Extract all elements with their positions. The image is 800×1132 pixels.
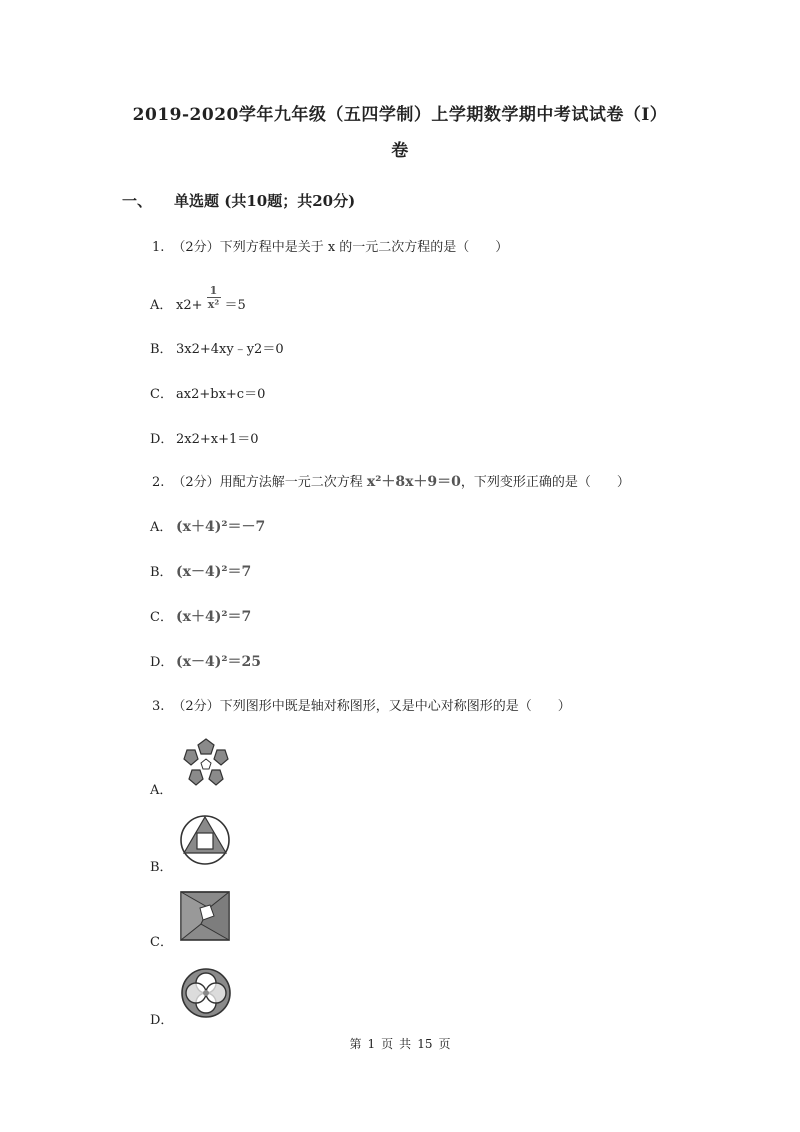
q2-option-c[interactable] <box>150 606 251 626</box>
question-points: （2分） <box>172 475 220 490</box>
q3-option-d[interactable] <box>150 1009 176 1028</box>
five-pentagons-icon <box>178 737 234 791</box>
section-heading <box>122 190 355 211</box>
option-label: D． <box>150 432 174 447</box>
q3-option-c[interactable] <box>150 931 176 950</box>
option-text: 3x2+4xy﹣y2＝0 <box>176 342 284 357</box>
option-equation: (x－4)²＝25 <box>176 654 261 670</box>
q1-option-d[interactable] <box>150 428 259 447</box>
circle-triangle-square-icon <box>178 813 232 867</box>
question-stem: 下列图形中既是轴对称图形，又是中心对称图形的是（ ） <box>219 699 571 714</box>
q3-option-b[interactable] <box>150 856 176 875</box>
q1-option-c[interactable] <box>150 383 265 402</box>
document-title: 2019-2020学年九年级（五四学制）上学期数学期中考试试卷（I） <box>132 105 668 125</box>
option-label: A． <box>150 783 173 798</box>
option-label: B． <box>150 342 173 357</box>
option-equation: (x＋4)²＝－7 <box>176 519 266 535</box>
fraction-denominator: x² <box>207 298 220 311</box>
option-label: C． <box>150 610 173 625</box>
option-text: x2+ <box>176 298 203 313</box>
option-equation: (x＋4)²＝7 <box>176 609 252 625</box>
section-number: 一、 <box>122 192 153 210</box>
option-label: A． <box>150 298 173 313</box>
footer-page-word: 页 <box>381 1037 394 1051</box>
square-pinwheel-icon <box>179 890 231 942</box>
q2-option-a[interactable] <box>150 516 265 536</box>
option-label: B． <box>150 565 173 580</box>
q3-option-a[interactable] <box>150 779 176 798</box>
option-text: 2x2+x+1＝0 <box>176 432 259 447</box>
question-stem: 用配方法解一元二次方程 <box>219 475 363 490</box>
question-points: （2分） <box>172 240 220 255</box>
question-2 <box>152 471 630 491</box>
equation: x²＋8x＋9＝0 <box>366 474 461 490</box>
option-text: ax2+bx+c＝0 <box>176 387 266 402</box>
q2-option-b[interactable] <box>150 561 251 581</box>
option-label: C． <box>150 387 173 402</box>
total-page-count: 15 <box>417 1037 433 1051</box>
question-stem: 下列方程中是关于 x 的一元二次方程的是（ ） <box>219 240 509 255</box>
document-title-continued: 卷 <box>391 141 409 161</box>
question-1 <box>152 236 508 255</box>
option-label: C． <box>150 935 173 950</box>
current-page-number: 1 <box>367 1037 376 1051</box>
footer-total-word: 共 <box>399 1037 412 1051</box>
fraction-numerator: 1 <box>209 284 218 297</box>
question-stem-suffix: ，下列变形正确的是（ ） <box>460 475 630 490</box>
option-label: A． <box>150 520 173 535</box>
four-petal-circle-icon <box>179 966 233 1020</box>
question-3 <box>152 695 571 714</box>
page-footer <box>0 1035 800 1052</box>
q1-option-a[interactable] <box>150 284 246 318</box>
question-number: 2. <box>152 475 165 490</box>
question-points: （2分） <box>172 699 220 714</box>
section-title: 单选题 (共10题；共20分) <box>174 192 356 210</box>
option-label: D． <box>150 1013 174 1028</box>
question-number: 3. <box>152 699 165 714</box>
footer-prefix: 第 <box>349 1037 362 1051</box>
option-label: B． <box>150 860 173 875</box>
q1-option-b[interactable] <box>150 338 284 357</box>
question-number: 1. <box>152 240 165 255</box>
fraction <box>207 285 221 310</box>
footer-suffix: 页 <box>438 1037 451 1051</box>
option-label: D． <box>150 655 174 670</box>
option-text-suffix: ＝5 <box>224 298 246 313</box>
option-equation: (x－4)²＝7 <box>176 564 252 580</box>
q2-option-d[interactable] <box>150 651 261 671</box>
